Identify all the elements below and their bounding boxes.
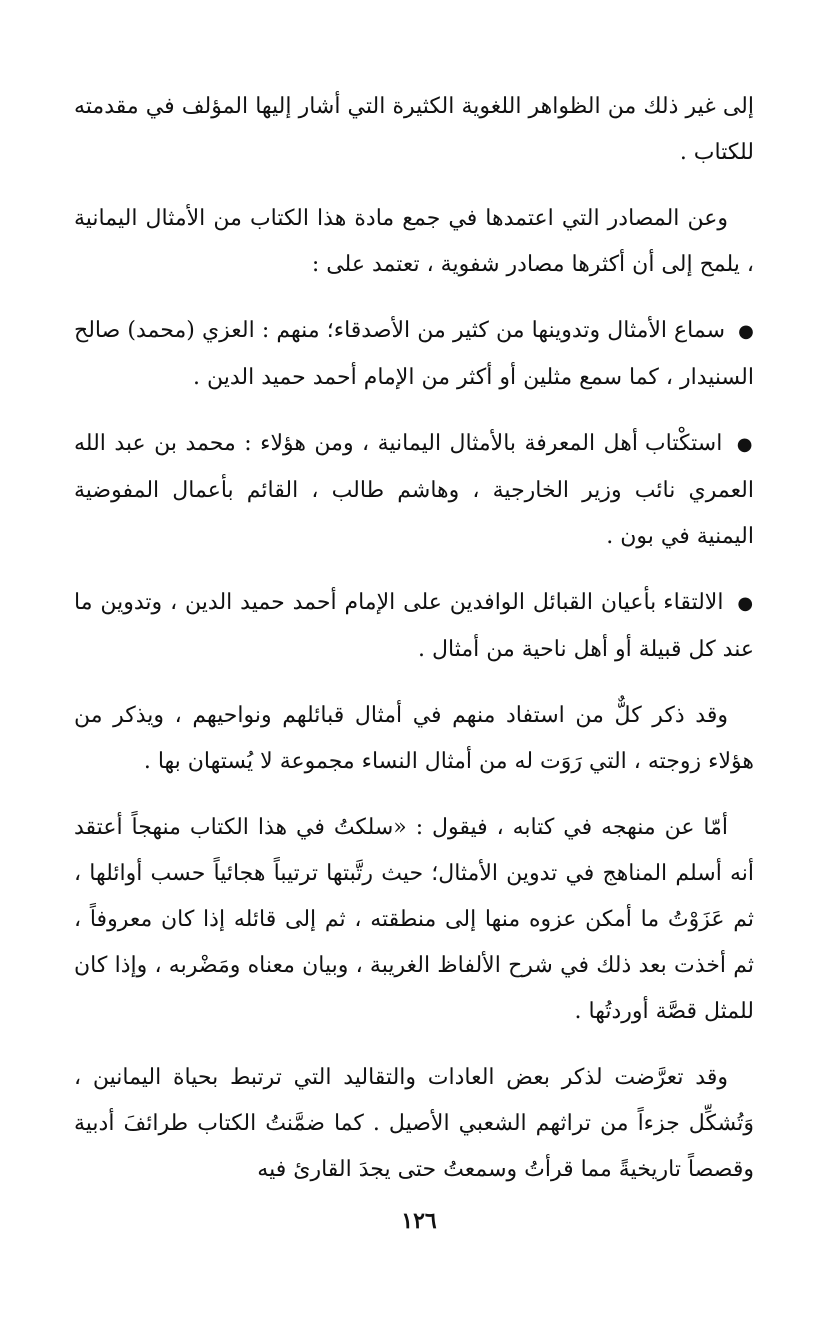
paragraph-6-text: وقد ذكر كلٌّ من استفاد منهم في أمثال قبائلهم ونواحيهم ، ويذكر من هؤلاء زوجته ، التي رَوَت له من أمثال النساء مجموعة لا يُستهان بها . bbox=[74, 703, 754, 774]
bullet-icon: ● bbox=[737, 593, 754, 614]
page-number: ١٢٦ bbox=[401, 1208, 437, 1234]
bullet-item-1 bbox=[74, 308, 754, 401]
paragraph-1-text: إلى غير ذلك من الظواهر اللغوية الكثيرة التي أشار إليها المؤلف في مقدمته للكتاب . bbox=[74, 94, 754, 165]
document-body bbox=[74, 84, 754, 1213]
bullet-item-3-text: الالتقاء بأعيان القبائل الوافدين على الإمام أحمد حميد الدين ، وتدوين ما عند كل قبيلة أو أهل ناحية من أمثال . bbox=[74, 590, 754, 662]
paragraph-2-text: وعن المصادر التي اعتمدها في جمع مادة هذا الكتاب من الأمثال اليمانية ، يلمح إلى أن أكثرها مصادر شفوية ، تعتمد على : bbox=[74, 206, 754, 277]
paragraph-1 bbox=[74, 84, 754, 176]
bullet-item-3 bbox=[74, 580, 754, 673]
bullet-icon: ● bbox=[736, 434, 754, 455]
paragraph-2 bbox=[74, 196, 754, 288]
paragraph-8-text: وقد تعرَّضت لذكر بعض العادات والتقاليد التي ترتبط بحياة اليمانين ، وَتُشكِّل جزءاً من تراثهم الشعبي الأصيل . كما ضمَّنتُ الكتاب طرائفَ أدبية وقصصاً تاريخيةً مما قرأتُ وسمعتُ حتى يجدَ القارئ فيه bbox=[74, 1065, 754, 1182]
bullet-item-1-text: سماع الأمثال وتدوينها من كثير من الأصدقاء؛ منهم : العزي (محمد) صالح السنيدار ، كما سمع مثلين أو أكثر من الإمام أحمد حميد الدين . bbox=[74, 318, 754, 390]
paragraph-6 bbox=[74, 693, 754, 785]
bullet-icon: ● bbox=[738, 321, 754, 342]
bullet-item-2 bbox=[74, 421, 754, 560]
paragraph-7-text: أمّا عن منهجه في كتابه ، فيقول : «سلكتُ في هذا الكتاب منهجاً أعتقد أنه أسلم المناهج في تدوين الأمثال؛ حيث رتَّبتها ترتيباً هجائياً حسب أوائلها ، ثم عَزَوْتُ ما أمكن عزوه منها إلى منطقته ، ثم إلى قائله إذا كان معروفاً ، ثم أخذت بعد ذلك في شرح الألفاظ الغريبة ، وبيان معناه ومَضْربه ، وإذا كان للمثل قصَّة أوردتُها . bbox=[74, 815, 754, 1024]
bullet-item-2-text: استكْتاب أهل المعرفة بالأمثال اليمانية ، ومن هؤلاء : محمد بن عبد الله العمري نائب وزير الخارجية ، وهاشم طالب ، القائم بأعمال المفوضية اليمنية في بون . bbox=[74, 431, 754, 549]
paragraph-7 bbox=[74, 805, 754, 1035]
paragraph-8 bbox=[74, 1055, 754, 1193]
